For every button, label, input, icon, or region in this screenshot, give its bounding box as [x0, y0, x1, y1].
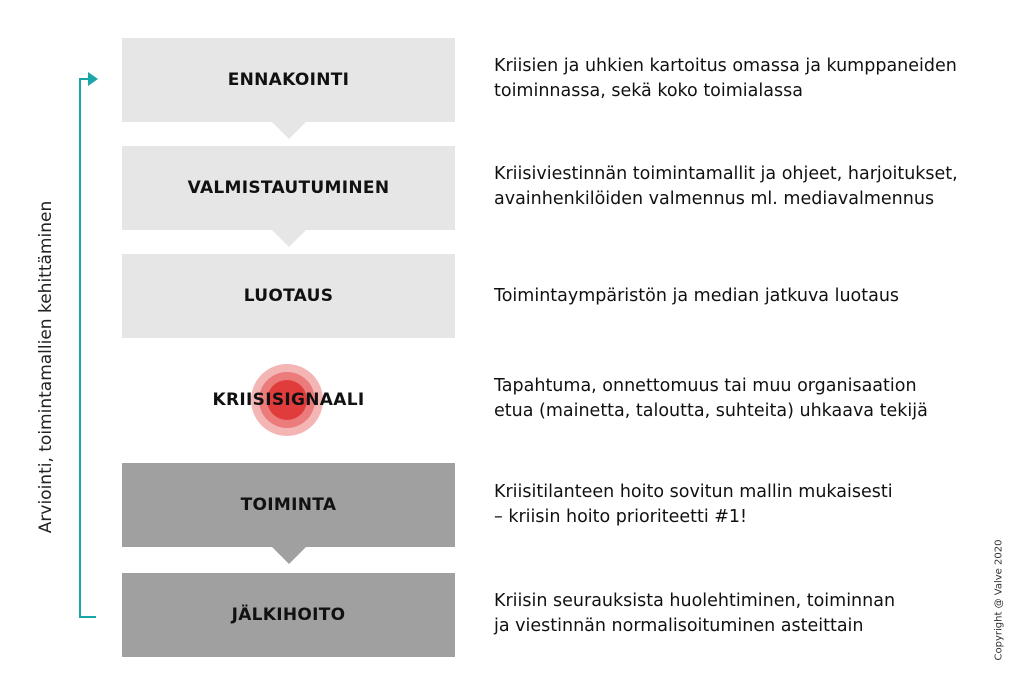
step-ennakointi	[122, 38, 455, 122]
description-line: Kriisin seurauksista huolehtiminen, toiminnan	[494, 591, 896, 611]
step-description	[494, 54, 994, 104]
description-line: avainhenkilöiden valmennus ml. mediavalmennus	[494, 189, 935, 209]
description-line: Kriisien ja uhkien kartoitus omassa ja kumppaneiden	[494, 56, 957, 76]
step-toiminta	[122, 463, 455, 547]
down-notch	[272, 122, 306, 139]
side-label: Arviointi, toimintamallien kehittäminen	[36, 200, 56, 534]
step-description	[494, 284, 994, 309]
step-description	[494, 480, 994, 530]
step-label: VALMISTAUTUMINEN	[187, 178, 390, 198]
step-label: KRIISISIGNAALI	[212, 390, 365, 410]
feedback-loop-arrow	[70, 66, 100, 622]
description-line: toiminnassa, sekä koko toimialassa	[494, 81, 803, 101]
down-notch	[272, 547, 306, 564]
step-luotaus	[122, 254, 455, 338]
copyright-notice: Copyright @ Valve 2020	[993, 539, 1005, 661]
step-description	[494, 162, 994, 212]
description-line: – kriisin hoito prioriteetti #1!	[494, 507, 748, 527]
down-notch	[272, 230, 306, 247]
description-line: Kriisitilanteen hoito sovitun mallin mukaisesti	[494, 482, 893, 502]
description-line: Toimintaympäristön ja median jatkuva luotaus	[494, 286, 900, 306]
description-line: etua (mainetta, taloutta, suhteita) uhkaava tekijä	[494, 401, 928, 421]
step-valmistautuminen	[122, 146, 455, 230]
step-label: TOIMINTA	[240, 495, 337, 515]
description-line: Tapahtuma, onnettomuus tai muu organisaation	[494, 376, 917, 396]
step-description	[494, 589, 994, 639]
step-label: JÄLKIHOITO	[231, 605, 346, 625]
step-description	[494, 374, 994, 424]
description-line: Kriisiviestinnän toimintamallit ja ohjeet, harjoitukset,	[494, 164, 958, 184]
step-label: LUOTAUS	[243, 286, 334, 306]
description-line: ja viestinnän normalisoituminen asteittain	[494, 616, 864, 636]
step-jalkihoito	[122, 573, 455, 657]
step-label: ENNAKOINTI	[227, 70, 350, 90]
